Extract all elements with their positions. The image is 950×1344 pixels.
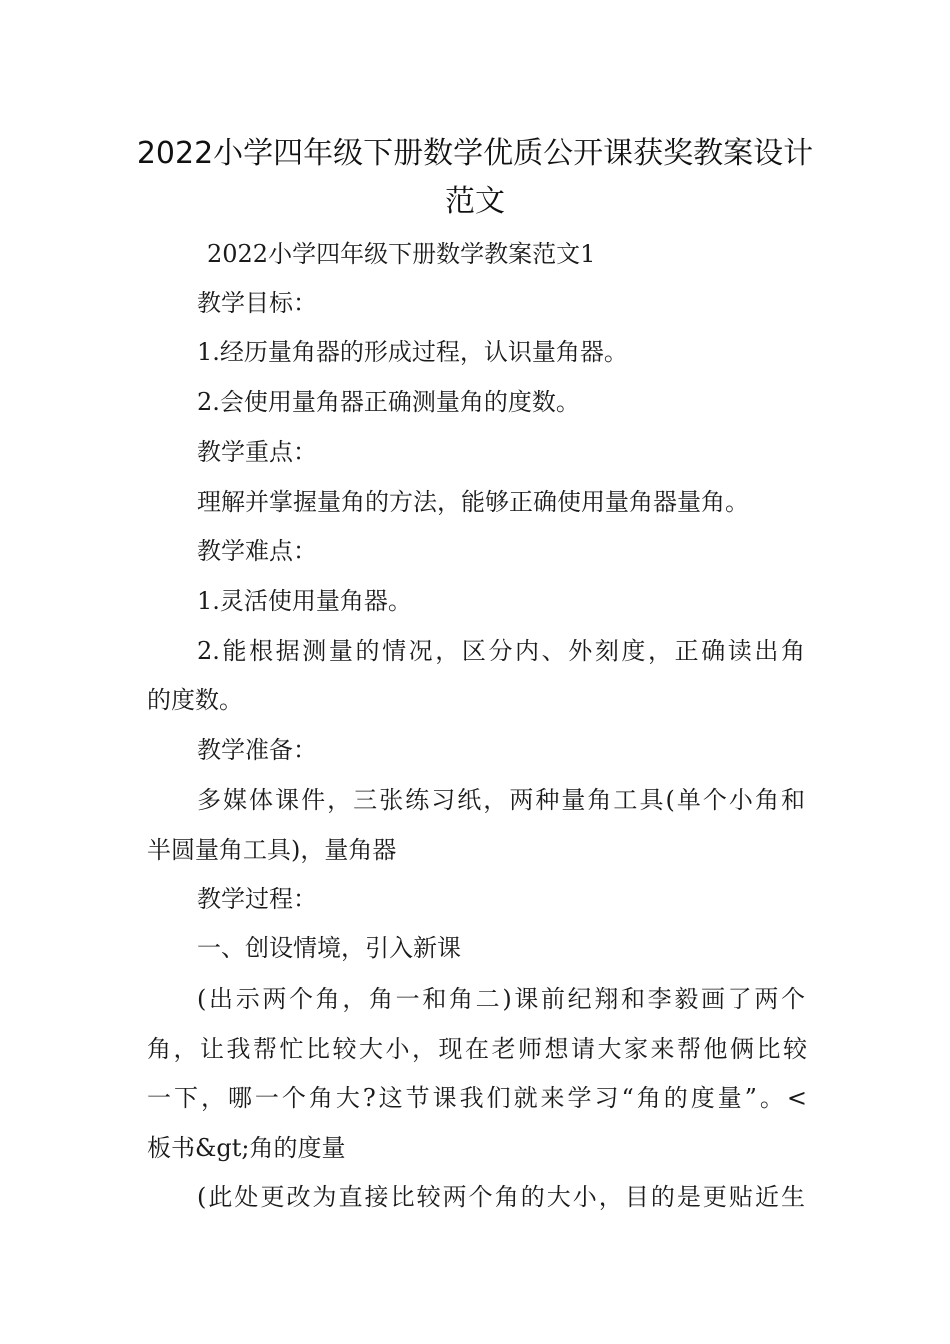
paragraph: (出示两个角，角一和角二)课前纪翔和李毅画了两个 [197, 985, 805, 1013]
paragraph: 一下，哪一个角大?这节课我们就来学习“角的度量”。< [147, 1084, 807, 1112]
subtitle: 2022小学四年级下册数学教案范文1 [207, 240, 596, 268]
paragraph: 教学准备： [197, 736, 317, 764]
paragraph: 1.经历量角器的形成过程，认识量角器。 [197, 338, 628, 366]
document-title-line-2: 范文 [445, 184, 505, 219]
paragraph: 教学难点： [197, 537, 317, 565]
paragraph: 2.能根据测量的情况，区分内、外刻度，正确读出角 [197, 637, 805, 665]
paragraph: 半圆量角工具)，量角器 [147, 836, 397, 864]
paragraph: 教学目标： [197, 289, 317, 317]
paragraph: 多媒体课件，三张练习纸，两种量角工具(单个小角和 [197, 786, 805, 814]
paragraph: 1.灵活使用量角器。 [197, 587, 412, 615]
paragraph: 教学过程： [197, 885, 317, 913]
paragraph: 板书&gt;角的度量 [147, 1134, 346, 1162]
paragraph: (此处更改为直接比较两个角的大小，目的是更贴近生 [197, 1183, 805, 1211]
paragraph: 角，让我帮忙比较大小，现在老师想请大家来帮他俩比较 [147, 1035, 807, 1063]
paragraph: 一、创设情境，引入新课 [197, 934, 461, 962]
paragraph: 2.会使用量角器正确测量角的度数。 [197, 388, 580, 416]
paragraph: 理解并掌握量角的方法，能够正确使用量角器量角。 [197, 488, 749, 516]
document-title-line-1: 2022小学四年级下册数学优质公开课获奖教案设计 [136, 136, 814, 171]
paragraph: 的度数。 [147, 686, 243, 714]
paragraph: 教学重点： [197, 438, 317, 466]
